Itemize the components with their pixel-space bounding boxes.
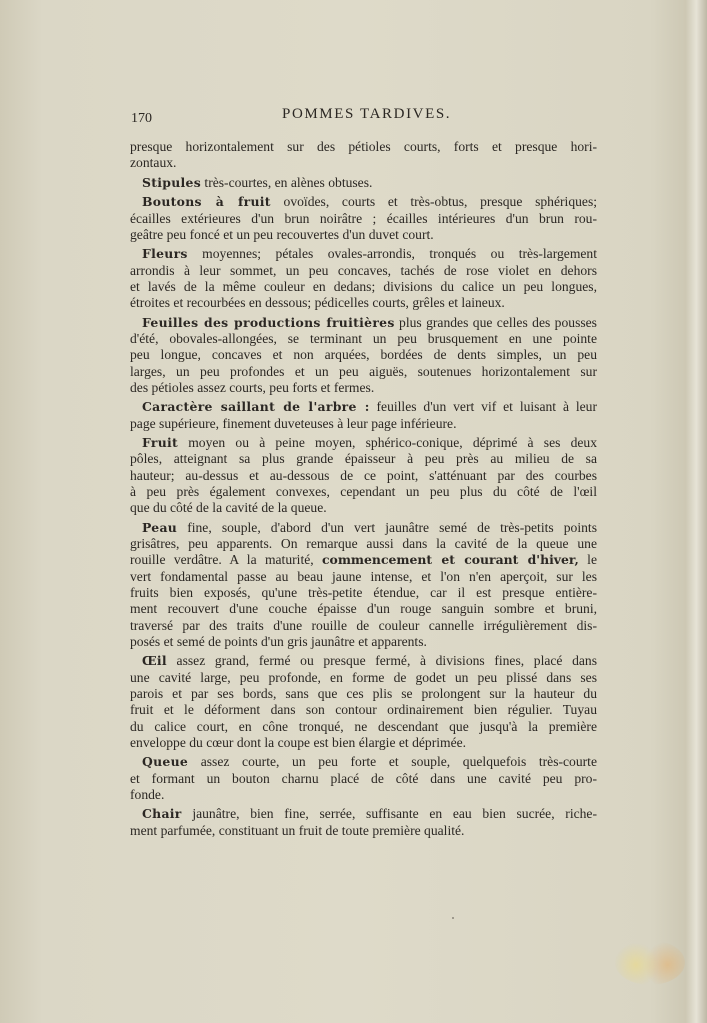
text-line: [130, 585, 597, 601]
paragraph: [130, 653, 597, 751]
text-line: [130, 484, 597, 500]
text-line: [130, 364, 597, 380]
text-line: [130, 347, 597, 363]
text-line: [130, 331, 597, 347]
text-line: [130, 520, 597, 536]
text-line: [130, 500, 597, 516]
line-text: ment parfumée, constituant un fruit de toute première qualité.: [130, 822, 465, 838]
line-text: d'été, obovales-allongées, se terminant un peu brusquement en une pointe: [130, 331, 597, 347]
line-text: traversé par des traits d'une rouille de couleur cannelle irrégulièrement dis-: [130, 617, 597, 633]
line-text: jaunâtre, bien fine, serrée, suffisante en eau bien sucrée, riche-: [181, 806, 597, 822]
line-text: écailles extérieures d'un brun noirâtre ; écailles intérieures d'un brun rou-: [130, 210, 597, 226]
line-text: grisâtres, peu apparents. On remarque aussi dans la cavité de la queue une: [130, 536, 597, 552]
line-text: peu longue, concaves et non arquées, bordées de dents simples, un peu: [130, 347, 597, 363]
text-line: [130, 569, 597, 585]
line-text: vert fondamental passe au beau jaune intense, et l'on n'en aperçoit, sur les: [130, 568, 597, 584]
running-title: POMMES TARDIVES.: [282, 106, 452, 122]
paragraph-label: Fleurs: [142, 246, 188, 262]
line-text: plus grandes que celles des pousses: [394, 314, 597, 330]
text-line: [130, 601, 597, 617]
line-text: moyennes; pétales ovales-arrondis, tronqués ou très-largement: [187, 246, 597, 262]
paragraph: [130, 175, 597, 191]
paragraph: [130, 754, 597, 803]
paragraph: [130, 435, 597, 516]
page-number: 170: [131, 111, 152, 126]
text-line: [130, 536, 597, 552]
text-line: [130, 246, 597, 262]
paragraph: [130, 520, 597, 650]
paragraph-label: Feuilles des productions fruitières: [142, 314, 395, 330]
text-line: [130, 227, 597, 243]
line-text: moyen ou à peine moyen, sphérico-conique, déprimé à ses deux: [178, 435, 597, 451]
text-line: [130, 451, 597, 467]
paragraph-label: Peau: [142, 519, 178, 535]
show-through-stain: [615, 940, 685, 985]
line-text: des pétioles assez courts, peu forts et fermes.: [130, 379, 375, 395]
paragraph: [130, 315, 597, 396]
line-text: ment recouvert d'une couche épaisse d'un rouge sanguin sombre et bruni,: [130, 601, 597, 617]
text-line: [130, 279, 597, 295]
line-text: et formant un bouton charnu placé de côté dans une cavité peu pro-: [130, 770, 597, 786]
text-line: [130, 468, 597, 484]
inline-bold-text: commencement et courant d'hiver,: [322, 552, 579, 568]
paragraph: [130, 399, 597, 432]
line-text: que du côté de la cavité de la queue.: [130, 500, 327, 516]
paragraph-label: Queue: [142, 754, 189, 770]
line-text: fruit et le déforment dans son contour ordinairement bien régulier. Tuyau: [130, 702, 597, 718]
paragraph-label: Chair: [142, 806, 182, 822]
text-line: [130, 435, 597, 451]
text-line: [130, 175, 597, 191]
paragraph: [130, 806, 597, 839]
line-text: hauteur; au-dessus et au-dessous de ce point, s'atténuant par des courbes: [130, 467, 597, 483]
text-line: [130, 806, 597, 822]
text-line: [130, 155, 597, 171]
text-line: [130, 416, 597, 432]
line-text: fine, souple, d'abord d'un vert jaunâtre semé de très-petits points: [177, 519, 597, 535]
text-line: [130, 735, 597, 751]
line-text: à peu près également convexes, cependant un peu plus du côté de l'œil: [130, 484, 597, 500]
line-text: arrondis à leur sommet, un peu concaves, tachés de rose violet en dehors: [130, 262, 597, 278]
paragraph: [130, 139, 597, 172]
text-line: [130, 263, 597, 279]
text-line: [130, 634, 597, 650]
text-line: [130, 702, 597, 718]
text-line: [130, 552, 597, 568]
text-line: [130, 754, 597, 770]
text-line: [130, 295, 597, 311]
line-text: assez grand, fermé ou presque fermé, à divisions fines, placé dans: [166, 653, 597, 669]
line-text: rouille verdâtre. A la maturité,: [130, 552, 323, 568]
paragraph-label: Caractère saillant de l'arbre :: [142, 399, 370, 415]
line-text: posés et semé de points d'un gris jaunâtre et apparents.: [130, 633, 427, 649]
text-line: [130, 315, 597, 331]
line-text: enveloppe du cœur dont la coupe est bien élargie et déprimée.: [130, 734, 467, 750]
paragraph-label: Boutons à fruit: [142, 194, 271, 210]
text-line: [130, 653, 597, 669]
text-line: [130, 670, 597, 686]
text-line: [130, 719, 597, 735]
paragraph-label: Stipules: [142, 174, 202, 190]
line-text: feuilles d'un vert vif et luisant à leur: [369, 399, 598, 415]
paragraph-label: Fruit: [142, 435, 179, 451]
text-line: [130, 618, 597, 634]
line-text: presque horizontalement sur des pétioles courts, forts et presque hori-: [130, 139, 597, 154]
paragraph-label: Œil: [142, 653, 167, 669]
line-text: une cavité large, peu profonde, en forme de godet un peu plissé dans ses: [130, 669, 597, 685]
text-line: [130, 380, 597, 396]
line-text: et lavés de la même couleur en dedans; divisions du calice un peu longues,: [130, 278, 597, 294]
text-line: [130, 771, 597, 787]
line-text: étroites et recourbées en dessous; pédicelles courts, grêles et laineux.: [130, 295, 505, 311]
line-text: larges, un peu profondes et un peu aiguës, soutenues horizontalement sur: [130, 363, 597, 379]
text-line: [130, 139, 597, 155]
text-line: [130, 211, 597, 227]
text-line: [130, 399, 597, 415]
line-text: assez courte, un peu forte et souple, quelquefois très-courte: [188, 754, 597, 770]
body-text: [130, 139, 597, 839]
paragraph: [130, 194, 597, 243]
line-text: page supérieure, finement duveteuses à leur page inférieure.: [130, 415, 457, 431]
line-text: parois et par ses bords, sans que ces plis se prolongent sur la hauteur du: [130, 686, 597, 701]
line-text: fonde.: [130, 786, 165, 802]
text-line: [130, 787, 597, 803]
line-text: très-courtes, en alènes obtuses.: [201, 174, 373, 190]
text-line: [130, 823, 597, 839]
paper-speck: [452, 917, 454, 919]
line-text: pôles, atteignant sa plus grande épaisseur à peu près au milieu de sa: [130, 451, 597, 467]
line-text: geâtre peu foncé et un peu recouvertes d'un duvet court.: [130, 226, 434, 242]
line-text: le: [578, 552, 597, 568]
line-text: du calice court, en cône tronqué, ne descendant que jusqu'à la première: [130, 718, 597, 734]
line-text: fruits bien exposés, qu'une très-petite étendue, car il est presque entière-: [130, 585, 597, 601]
line-text: zontaux.: [130, 155, 177, 171]
line-text: ovoïdes, courts et très-obtus, presque sphériques;: [270, 194, 598, 210]
text-line: [130, 194, 597, 210]
paragraph: [130, 246, 597, 311]
text-line: [130, 686, 597, 702]
